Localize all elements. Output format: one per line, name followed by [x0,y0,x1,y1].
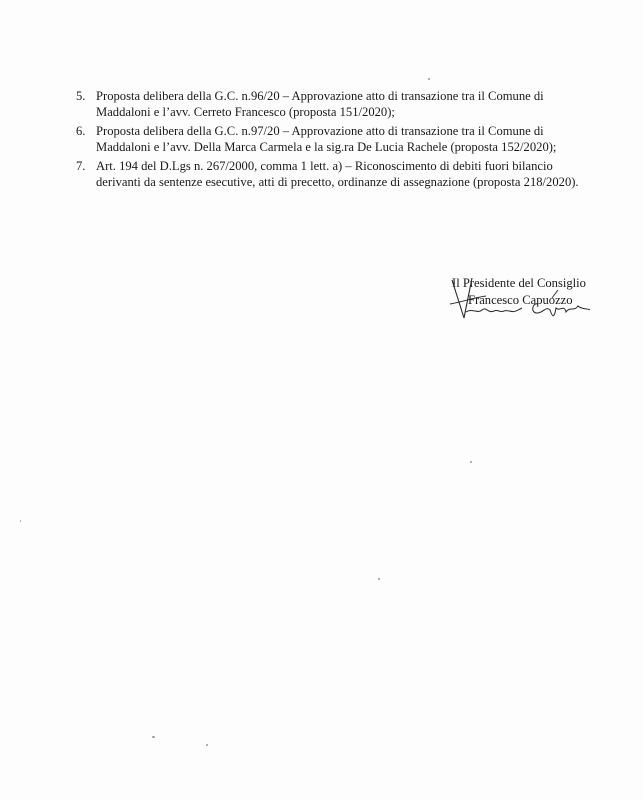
agenda-list [76,88,596,193]
agenda-item-text: Proposta delibera della G.C. n.97/20 – Approvazione atto di transazione tra il Comune di Maddaloni e l’avv. Della Marca Carmela e la sig.ra De Lucia Rachele (proposta 152/2020); [96,124,557,154]
signer-name: Francesco Capuozzo [468,293,573,307]
scan-speck [152,736,155,738]
agenda-item-number: 5. [76,89,86,103]
agenda-item-number: 7. [76,159,86,173]
scan-speck [206,744,208,746]
agenda-item-text: Proposta delibera della G.C. n.96/20 – Approvazione atto di transazione tra il Comune di Maddaloni e l’avv. Cerreto Francesco (proposta 151/2020); [96,89,544,119]
scan-speck [20,520,21,522]
agenda-item-5 [76,88,596,120]
scan-speck [428,78,430,80]
signer-title: Il Presidente del Consiglio [452,276,586,290]
agenda-item-7 [76,158,596,190]
agenda-item-6 [76,123,596,155]
agenda-item-number: 6. [76,124,86,138]
scan-speck [378,578,380,580]
agenda-item-text: Art. 194 del D.Lgs n. 267/2000, comma 1 lett. a) – Riconoscimento di debiti fuori bilancio derivanti da sentenze esecutive, atti di precetto, ordinanze di assegnazione (proposta 218/2020). [96,159,579,189]
scan-speck [470,461,472,463]
handwritten-signature [442,268,602,328]
